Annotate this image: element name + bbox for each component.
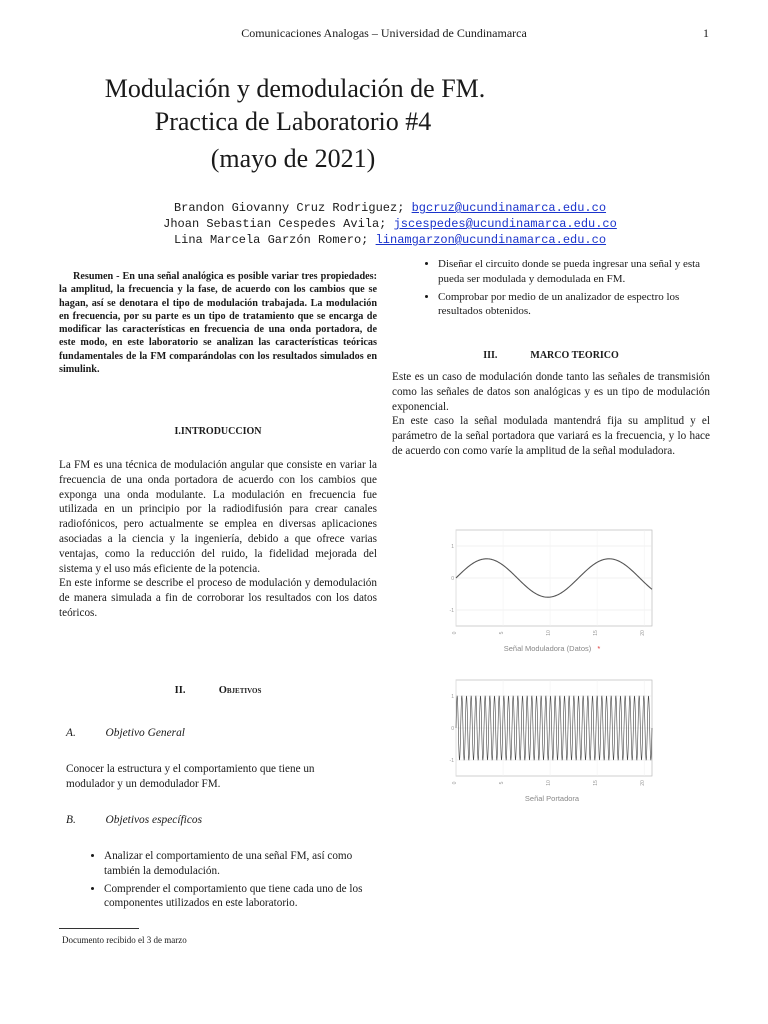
right-bullet-list [420,257,716,322]
marco-paragraph-1: Este es un caso de modulación donde tanto las señales de transmisión como las señales de datos son analógicas y es un tipo de modulación exponencial. [392,371,710,413]
figure-caption [446,644,658,653]
y-tick-label: -1 [449,608,454,614]
marco-heading [392,350,710,361]
author-list [0,200,768,248]
figure-caption: Señal Portadora [524,794,580,803]
portadora-chart [446,668,658,808]
author-email-link[interactable]: jscespedes@ucundinamarca.edu.co [393,217,617,231]
footnote: Documento recibido el 3 de marzo [62,935,187,945]
abstract: Resumen - En una señal analógica es posible variar tres propiedades: la amplitud, la frecuencia y la fase, de acuerdo con los cambios que se hagan, así se denotara el tipo de modulación trabajada. La modulación en frecuencia, por su parte es un tipo de tratamiento que se encarga de modificar las características en frecuencia de una onda portadora, de este modo, en este laboratorio se analizan las características teóricas fundamentales de la FM comparándolas con los resultados simulados en simulink. [59,271,377,376]
marco-paragraph-2: En este caso la señal modulada mantendrá fija su amplitud y el parámetro de la señal portadora que variará es la frecuencia, y lo hace de acuerdo con como varíe la amplitud de la señal moduladora. [392,415,710,457]
title-line-1: Modulación y demodulación de FM. [104,74,486,103]
x-tick-label: 10 [546,630,553,636]
page-number: 1 [703,26,709,40]
x-tick-label: 10 [546,780,553,786]
author-1 [0,200,768,216]
list-item: • Diseñar el circuito donde se pueda ingresar una señal y esta pueda ser modulada y demodulada en FM. [438,257,716,287]
section-title: MARCO TEORICO [530,350,619,361]
subsection-label: A. [66,727,76,739]
author-email-link[interactable]: bgcruz@ucundinamarca.edu.co [411,201,607,215]
list-item: • Comprobar por medio de un analizador de espectro los resultados obtenidos. [438,290,716,320]
x-tick-label: 0 [452,631,458,635]
y-tick-label: 1 [451,544,454,550]
subsection-title: Objetivos específicos [105,814,203,826]
section-title: Objetivos [218,685,262,696]
y-tick-label: -1 [449,758,454,764]
author-email-link[interactable]: linamgarzon@ucundinamarca.edu.co [375,233,607,247]
figure-portadora [446,668,658,808]
y-tick-label: 1 [451,694,454,700]
author-name: Jhoan Sebastian Cespedes Avila; [163,217,387,231]
caption-text: Señal Moduladora (Datos) [503,644,592,653]
x-tick-label: 5 [499,631,506,635]
x-tick-label: 20 [640,780,647,786]
title-line-2: Practica de Laboratorio #4 [154,107,432,136]
intro-heading: I.INTRODUCCION [174,426,262,437]
y-tick-label: 0 [451,726,454,732]
section-number: II. [174,685,186,696]
running-title: Comunicaciones Analogas – Universidad de Cundinamarca [241,26,527,40]
intro-paragraph-2: En este informe se describe el proceso de modulación y demodulación de manera simulada a fin de corroborar los resultados con los datos teóricos. [59,577,377,619]
list-item: • Analizar el comportamiento de una señal FM, así como también la demodulación. [104,849,368,879]
section-number: III. [483,350,498,361]
author-name: Lina Marcela Garzón Romero; [173,233,369,247]
x-tick-label: 20 [640,630,647,636]
author-name: Brandon Giovanny Cruz Rodriguez; [173,201,405,215]
intro-body [59,458,377,621]
objetivos-especificos-list [86,849,368,914]
x-tick-label: 5 [499,781,506,785]
subsection-label: B. [66,814,76,826]
author-2 [0,216,768,232]
author-3 [0,232,768,248]
objetivo-general-text: Conocer la estructura y el comportamiento que tiene un modulador y un demodulador FM. [66,763,315,790]
list-item: • Comprender el comportamiento que tiene cada uno de los componentes utilizados en este laboratorio. [104,882,368,912]
caption-marker: * [597,644,601,653]
objetivos-heading [59,685,377,696]
figure-moduladora [446,518,658,656]
footnote-divider [59,928,139,929]
objetivo-general-heading [66,727,185,739]
moduladora-chart [446,518,658,656]
y-tick-label: 0 [451,576,454,582]
intro-paragraph-1: La FM es una técnica de modulación angular que consiste en variar la frecuencia de una onda portadora de acuerdo con los cambios que exponga una onda modulante. La modulación en frecuencia fue utilizada en un principio por la radiodifusión para crear canales radiofónicos, pero actualmente se emplea en diversas aplicaciones asociadas a la ciencia y la ingeniería, debido a que ofrece varias ventajas, como la reducción del ruido, la fidelidad mejorada del sistema y el uso más eficiente de la potencia. [59,459,377,575]
title-line-3: (mayo de 2021) [210,144,376,173]
subsection-title: Objetivo General [105,727,185,739]
marco-body [392,370,710,459]
x-tick-label: 15 [593,630,600,636]
objetivos-especificos-heading [66,814,202,826]
x-tick-label: 0 [452,781,458,785]
x-tick-label: 15 [593,780,600,786]
